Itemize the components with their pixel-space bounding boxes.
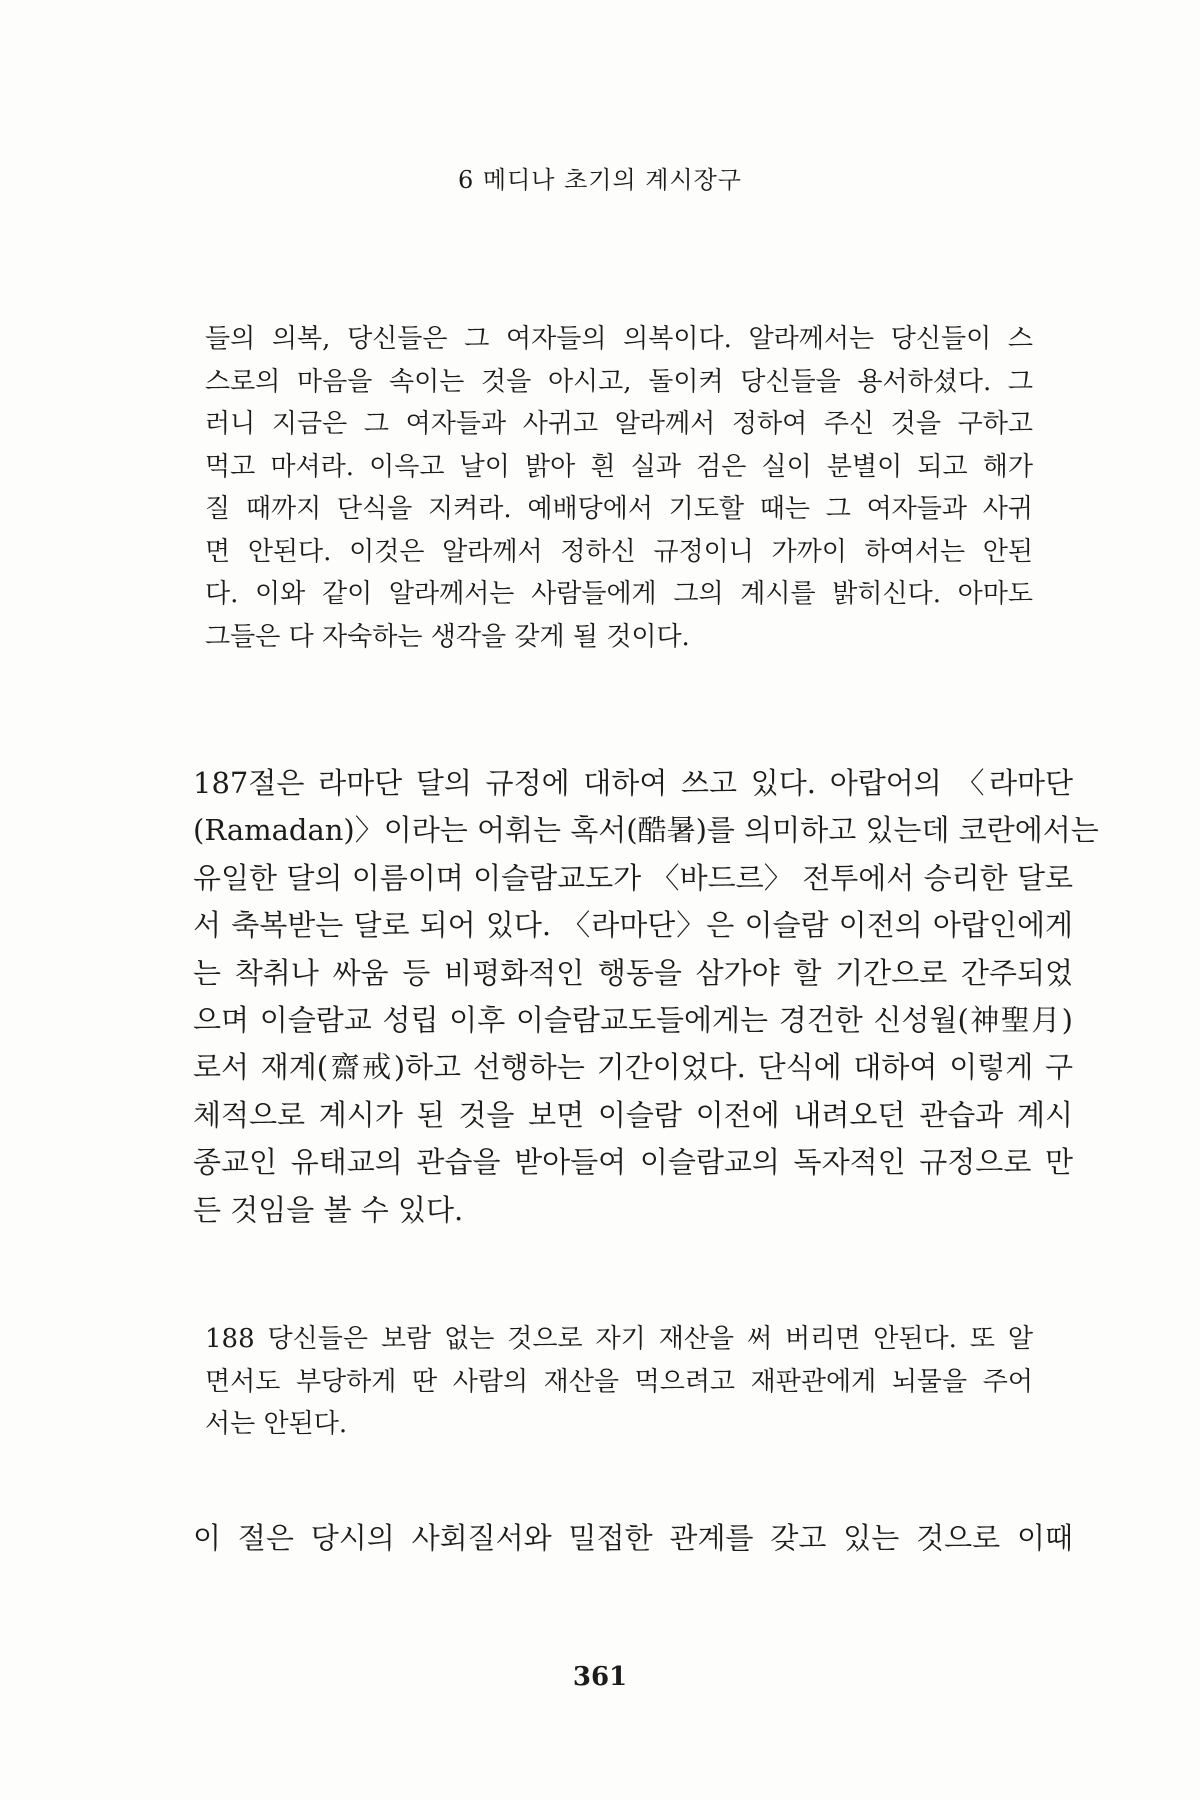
verse-line: 그들은 다 자숙하는 생각을 갖게 될 것이다. [205, 621, 690, 652]
verse-line: 먹고 마셔라. 이윽고 날이 밝아 흰 실과 검은 실이 분별이 되고 해가 [205, 451, 1033, 482]
commentary-line: 서 축복받는 달로 되어 있다. 〈라마단〉은 이슬람 이전의 아랍인에게 [193, 908, 1073, 943]
commentary-line: 로서 재계(齋戒)하고 선행하는 기간이었다. 단식에 대하여 이렇게 구 [193, 1050, 1073, 1085]
commentary-line: 체적으로 계시가 된 것을 보면 이슬람 이전에 내려오던 관습과 계시 [193, 1097, 1073, 1132]
verse-line: 188 당신들은 보람 없는 것으로 자기 재산을 써 버리면 안된다. 또 알 [205, 1324, 1033, 1354]
commentary-line: 종교인 유태교의 관습을 받아들여 이슬람교의 독자적인 규정으로 만 [193, 1145, 1073, 1180]
page-number: 361 [572, 1662, 628, 1692]
verse-line: 들의 의복, 당신들은 그 여자들의 의복이다. 알라께서는 당신들이 스 [205, 324, 1033, 354]
commentary-paragraph-1 [193, 760, 1099, 1234]
running-header: 6 메디나 초기의 계시장구 [458, 166, 742, 194]
commentary-line: 는 착취나 싸움 등 비평화적인 행동을 삼가야 할 기간으로 간주되었 [193, 955, 1073, 990]
commentary-line: (Ramadan)〉이라는 어휘는 혹서(酷暑)를 의미하고 있는데 코란에서는 [193, 813, 1099, 848]
verse-line: 러니 지금은 그 여자들과 사귀고 알라께서 정하여 주신 것을 구하고 [205, 409, 1033, 439]
verse-block-1 [205, 318, 1033, 658]
commentary-line: 으며 이슬람교 성립 이후 이슬람교도들에게는 경건한 신성월(神聖月) [193, 1003, 1073, 1038]
commentary-line: 유일한 달의 이름이며 이슬람교도가 〈바드르〉 전투에서 승리한 달로 [193, 860, 1073, 895]
verse-line: 스로의 마음을 속이는 것을 아시고, 돌이켜 당신들을 용서하셨다. 그 [205, 366, 1033, 397]
verse-line: 면서도 부당하게 딴 사람의 재산을 먹으려고 재판관에게 뇌물을 주어 [205, 1366, 1033, 1397]
commentary-line: 187절은 라마단 달의 규정에 대하여 쓰고 있다. 아랍어의 〈라마단 [193, 766, 1073, 800]
commentary-paragraph-2 [193, 1515, 1073, 1562]
verse-line: 면 안된다. 이것은 알라께서 정하신 규정이니 가까이 하여서는 안된 [205, 536, 1033, 567]
verse-line: 질 때까지 단식을 지켜라. 예배당에서 기도할 때는 그 여자들과 사귀 [205, 494, 1033, 524]
verse-block-2 [205, 1318, 1033, 1446]
verse-line: 다. 이와 같이 알라께서는 사람들에게 그의 계시를 밝히신다. 아마도 [205, 579, 1033, 609]
verse-line: 서는 안된다. [205, 1409, 348, 1439]
commentary-line: 이 절은 당시의 사회질서와 밀접한 관계를 갖고 있는 것으로 이때 [193, 1521, 1073, 1555]
commentary-line: 든 것임을 볼 수 있다. [193, 1192, 464, 1227]
